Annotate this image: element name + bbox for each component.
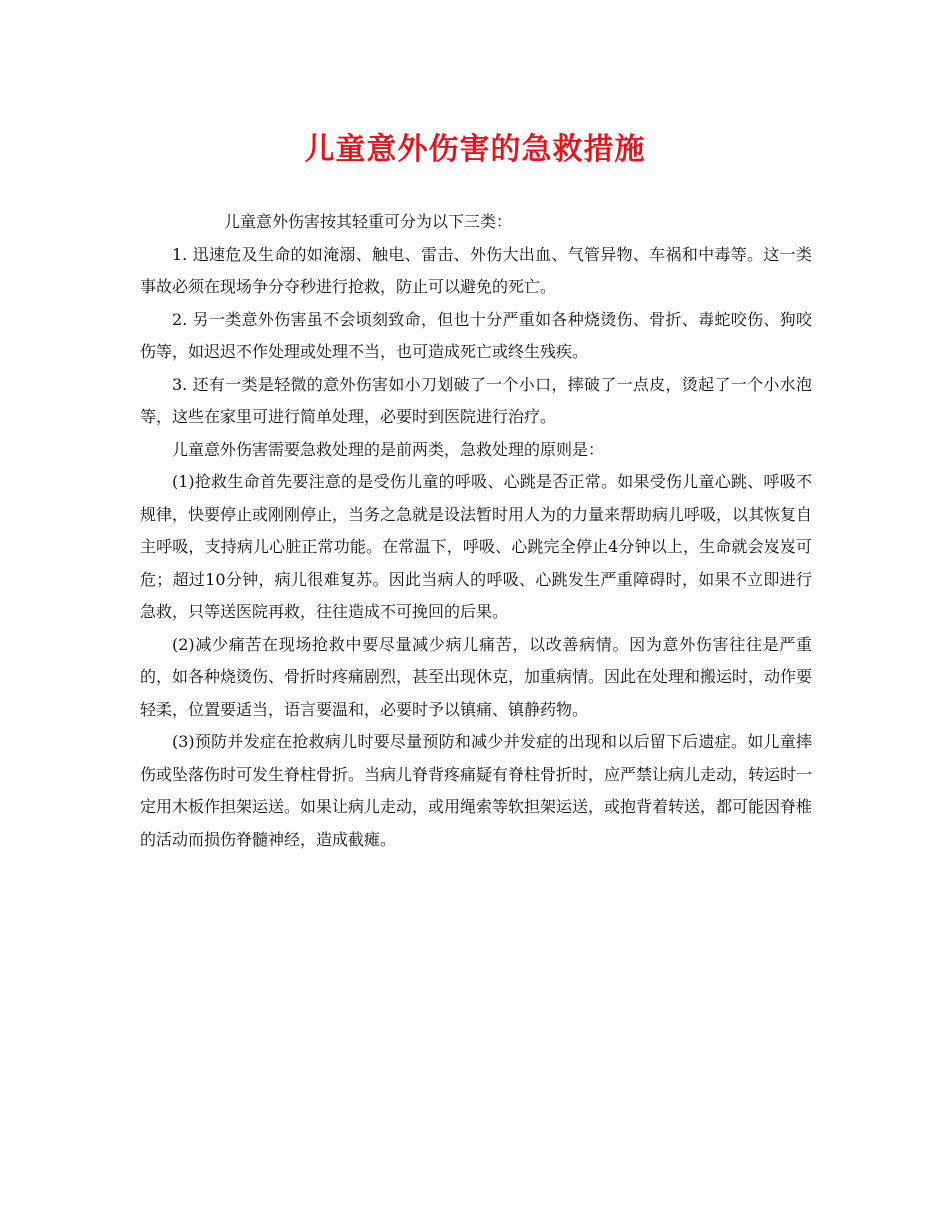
paragraph-category-2: 2. 另一类意外伤害虽不会顷刻致命，但也十分严重如各种烧烫伤、骨折、毒蛇咬伤、狗咬伤等，如迟迟不作处理或处理不当，也可造成死亡或终生残疾。 — [140, 309, 812, 361]
paragraph-category-1: 1. 迅速危及生命的如淹溺、触电、雷击、外伤大出血、气管异物、车祸和中毒等。这一类事故必须在现场争分夺秒进行抢救，防止可以避免的死亡。 — [140, 244, 812, 296]
document-body — [140, 206, 812, 856]
paragraph-intro: 儿童意外伤害按其轻重可分为以下三类： — [224, 212, 513, 231]
paragraph-principles-intro: 儿童意外伤害需要急救处理的是前两类，急救处理的原则是： — [172, 439, 605, 459]
paragraph-principle-3: (3)预防并发症在抢救病儿时要尽量预防和减少并发症的出现和以后留下后遗症。如儿童摔伤或坠落伤时可发生脊柱骨折。当病儿脊背疼痛疑有脊柱骨折时，应严禁让病儿走动，转运时一定用木板作担架运送。如果让病儿走动，或用绳索等软担架运送，或抱背着转送，都可能因脊椎的活动而损伤脊髓神经，造成截瘫。 — [140, 732, 813, 849]
paragraph-principle-2: (2)减少痛苦在现场抢救中要尽量减少病儿痛苦，以改善病情。因为意外伤害往往是严重的，如各种烧烫伤、骨折时疼痛剧烈，甚至出现休克，加重病情。因此在处理和搬运时，动作要轻柔，位置要适当，语言要温和，必要时予以镇痛、镇静药物。 — [140, 634, 813, 719]
document-title: 儿童意外伤害的急救措施 — [304, 132, 646, 167]
paragraph-principle-1: (1)抢救生命首先要注意的是受伤儿童的呼吸、心跳是否正常。如果受伤儿童心跳、呼吸不规律，快要停止或刚刚停止，当务之急就是设法暂时用人为的力量来帮助病儿呼吸，以其恢复自主呼吸，支持病儿心脏正常功能。在常温下，呼吸、心跳完全停止4分钟以上，生命就会岌岌可危；超过10分钟，病儿很难复苏。因此当病人的呼吸、心跳发生严重障碍时，如果不立即进行急救，只等送医院再救，往往造成不可挽回的后果。 — [140, 472, 813, 621]
paragraph-category-3: 3. 还有一类是轻微的意外伤害如小刀划破了一个小口，摔破了一点皮，烫起了一个小水泡等，这些在家里可进行简单处理，必要时到医院进行治疗。 — [140, 374, 812, 426]
